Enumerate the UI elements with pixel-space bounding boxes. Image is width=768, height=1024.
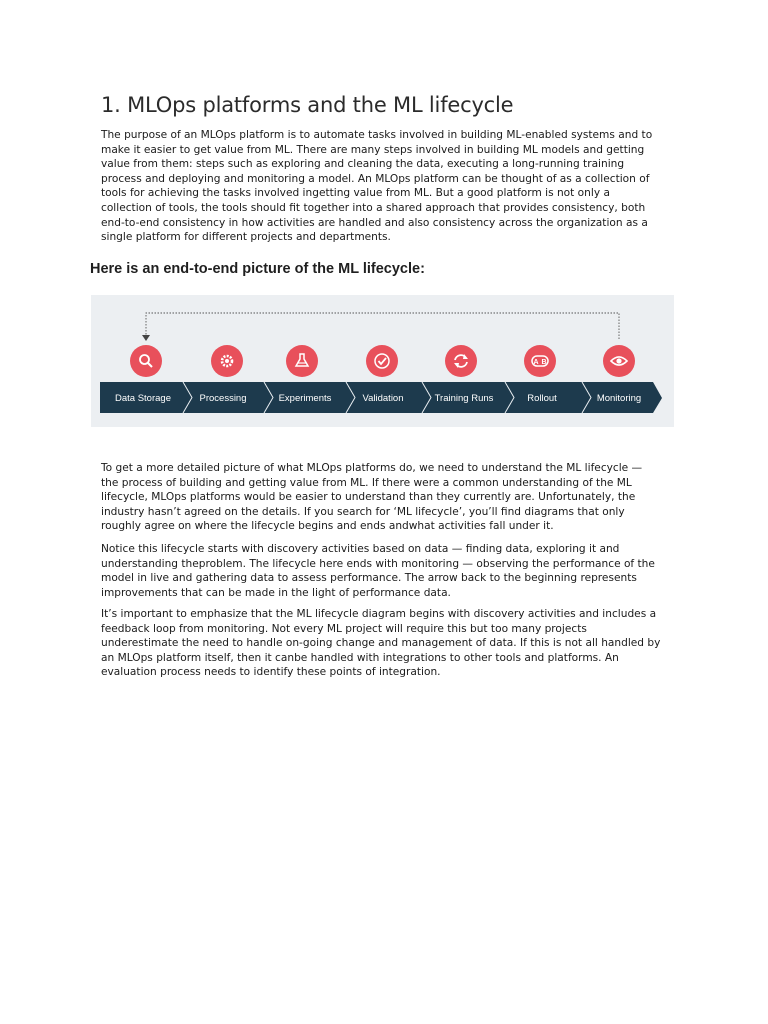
ml-lifecycle-diagram (91, 295, 674, 427)
stage-label-processing: Processing (199, 393, 247, 404)
flask-icon (286, 345, 318, 377)
ab-test-icon (524, 345, 556, 377)
checkmark-icon (366, 345, 398, 377)
stage-icon-monitoring (603, 345, 635, 377)
diagram-heading: Here is an end-to-end picture of the ML lifecycle: (90, 261, 425, 277)
lifecycle-svg (91, 295, 674, 427)
feedback-arrowhead (142, 335, 150, 341)
stage-label-training-runs: Training Runs (434, 393, 494, 404)
stage-label-monitoring: Monitoring (596, 393, 642, 404)
magnifier-icon (130, 345, 162, 377)
stage-icon-rollout (524, 345, 556, 377)
cycle-arrows-icon (445, 345, 477, 377)
svg-text:A: A (533, 359, 539, 366)
stage-label-rollout: Rollout (527, 393, 557, 404)
paragraph-feedback-loop: It’s important to emphasize that the ML lifecycle diagram begins with discovery activities and includes a feedback loop from monitoring. Not every ML project will require this but too many projects underestimate the need to handle on-going change and management of data. If this is not all handled by an MLOps platform itself, then it canbe handled with integrations to other tools and platforms. An evaluation process needs to identify these points of integration. (101, 608, 661, 679)
stage-icon-validation (366, 345, 398, 377)
paragraph-discovery: Notice this lifecycle starts with discovery activities based on data — finding data, exploring it and understanding theproblem. The lifecycle here ends with monitoring — observing the performance of the model in live and gathering data to assess performance. The arrow back to the beginning represents improvements that can be made in the light of performance data. (101, 543, 655, 599)
paragraph-lifecycle: To get a more detailed picture of what MLOps platforms do, we need to understand the ML lifecycle — the process of building and getting value from ML. If there were a common understanding of the ML lifecycle, MLOps platforms would be easier to understand than they currently are. Unfortunately, the industry hasn’t agreed on the details. If you search for ‘ML lifecycle’, you’ll find diagrams that only roughly agree on where the lifecycle begins and ends andwhat activities fall under it. (101, 462, 643, 533)
svg-text:B: B (541, 359, 547, 366)
stage-icon-data-storage (130, 345, 162, 377)
stage-icon-training-runs (445, 345, 477, 377)
feedback-loop-arrow (146, 313, 619, 339)
stage-icon-processing (211, 345, 243, 377)
stage-icon-experiments (286, 345, 318, 377)
stage-label-validation: Validation (362, 393, 404, 404)
stage-label-data-storage: Data Storage (115, 393, 171, 404)
page-title: 1. MLOps platforms and the ML lifecycle (101, 93, 514, 117)
intro-paragraph: The purpose of an MLOps platform is to automate tasks involved in building ML-enabled systems and to make it easier to get value from ML. There are many steps involved in building ML models and getting value from them: steps such as exploring and cleaning the data, executing a long-running training process and deploying and monitoring a model. An MLOps platform can be thought of as a collection of tools for achieving the tasks involved ingetting value from ML. But a good platform is not only a collection of tools, the tools should fit together into a shared approach that provides consistency, both end-to-end consistency in how activities are handled and also consistency across the organization as a single platform for different projects and departments. (101, 129, 653, 244)
stage-label-experiments: Experiments (278, 393, 332, 404)
